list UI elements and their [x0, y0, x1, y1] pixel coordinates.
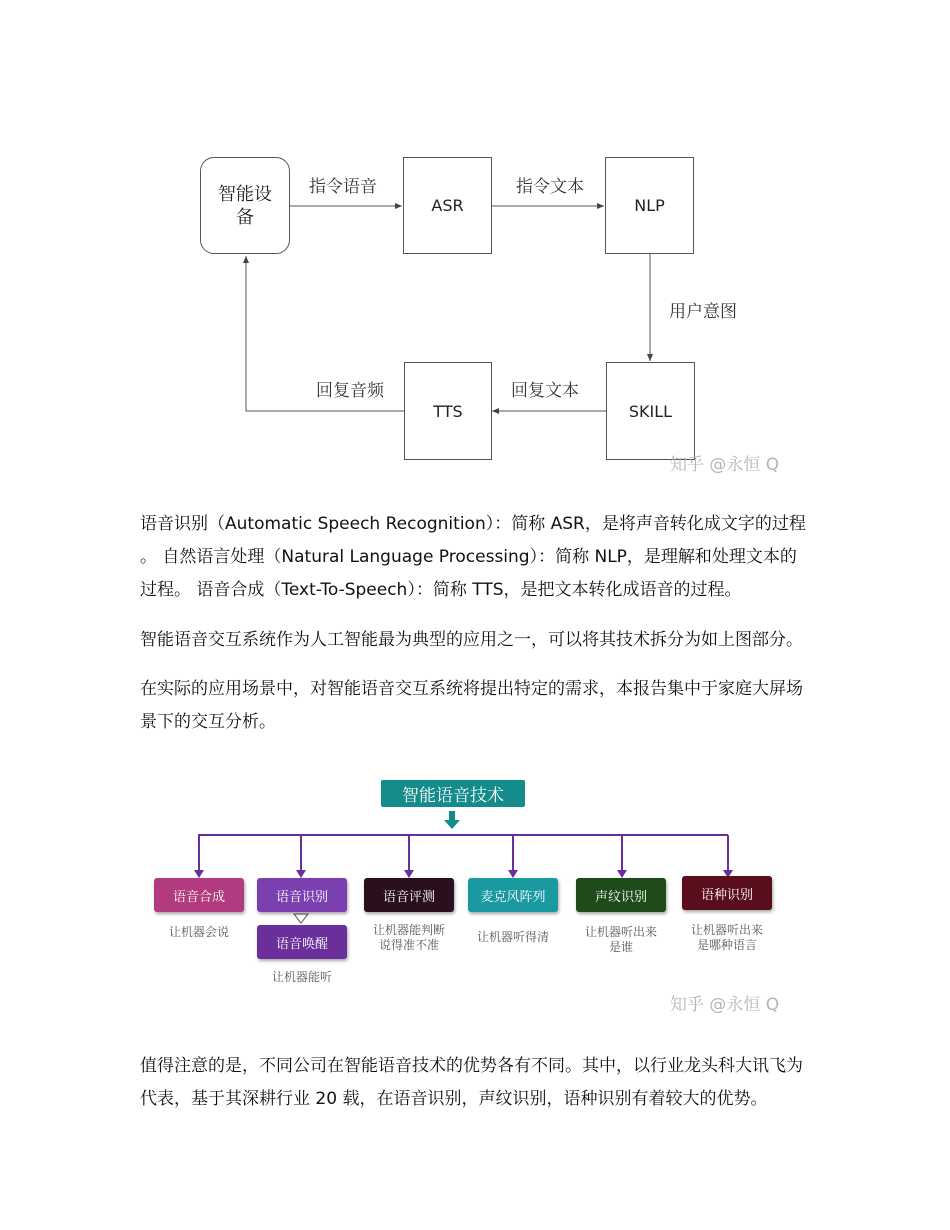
desc-mic-array: 让机器听得清 [476, 930, 549, 944]
asr-node: ASR [403, 157, 492, 254]
text-line: 。 自然语言处理（Natural Language Processing）：简称 NLP，是理解和处理文本的 [140, 547, 797, 567]
device-node: 智能设 备 [200, 157, 290, 254]
label-reply-audio: 回复音频 [316, 381, 384, 401]
text-line: 代表，基于其深耕行业 20 载，在语音识别，声纹识别，语种识别有着较大的优势。 [140, 1089, 768, 1109]
tech-language-id: 语种识别 [682, 876, 772, 910]
tech-speech-recognition: 语音识别 [257, 878, 347, 912]
desc-language-id: 让机器听出来 是哪种语言 [690, 923, 763, 952]
desc-voiceprint: 让机器听出来 是谁 [584, 925, 657, 954]
tech-title: 智能语音技术 [381, 780, 525, 807]
desc-speech-synthesis: 让机器会说 [168, 925, 229, 939]
tech-speech-synthesis: 语音合成 [154, 878, 244, 912]
label-reply-text: 回复文本 [511, 381, 579, 401]
tech-speech-evaluation: 语音评测 [364, 878, 454, 912]
skill-node: SKILL [606, 362, 695, 460]
label-user-intent: 用户意图 [669, 302, 737, 322]
desc-speech-evaluation: 让机器能判断 说得准不准 [372, 923, 445, 952]
label-command-voice: 指令语音 [309, 177, 377, 197]
watermark-bottom: 知乎 @永恒 Q [670, 995, 780, 1015]
nlp-node: NLP [605, 157, 694, 254]
tech-mic-array: 麦克风阵列 [468, 878, 558, 912]
text-line: 智能语音交互系统作为人工智能最为典型的应用之一，可以将其技术拆分为如上图部分。 [140, 630, 803, 650]
watermark-top: 知乎 @永恒 Q [670, 455, 780, 475]
tech-voiceprint: 声纹识别 [576, 878, 666, 912]
text-line: 值得注意的是，不同公司在智能语音技术的优势各有不同。其中，以行业龙头科大讯飞为 [140, 1056, 803, 1076]
paragraph-advantages [140, 1050, 810, 1116]
tech-wake-word: 语音唤醒 [257, 925, 347, 959]
text-line: 过程。 语音合成（Text-To-Speech）：简称 TTS，是把文本转化成语音的过程。 [140, 580, 742, 600]
text-line: 在实际的应用场景中，对智能语音交互系统将提出特定的需求，本报告集中于家庭大屏场 [140, 679, 803, 699]
text-line: 景下的交互分析。 [140, 712, 276, 732]
tts-node: TTS [404, 362, 492, 460]
desc-wake-word: 让机器能听 [271, 970, 332, 984]
text-line: 语音识别（Automatic Speech Recognition）：简称 ASR，是将声音转化成文字的过程 [140, 514, 806, 534]
label-command-text: 指令文本 [516, 177, 584, 197]
